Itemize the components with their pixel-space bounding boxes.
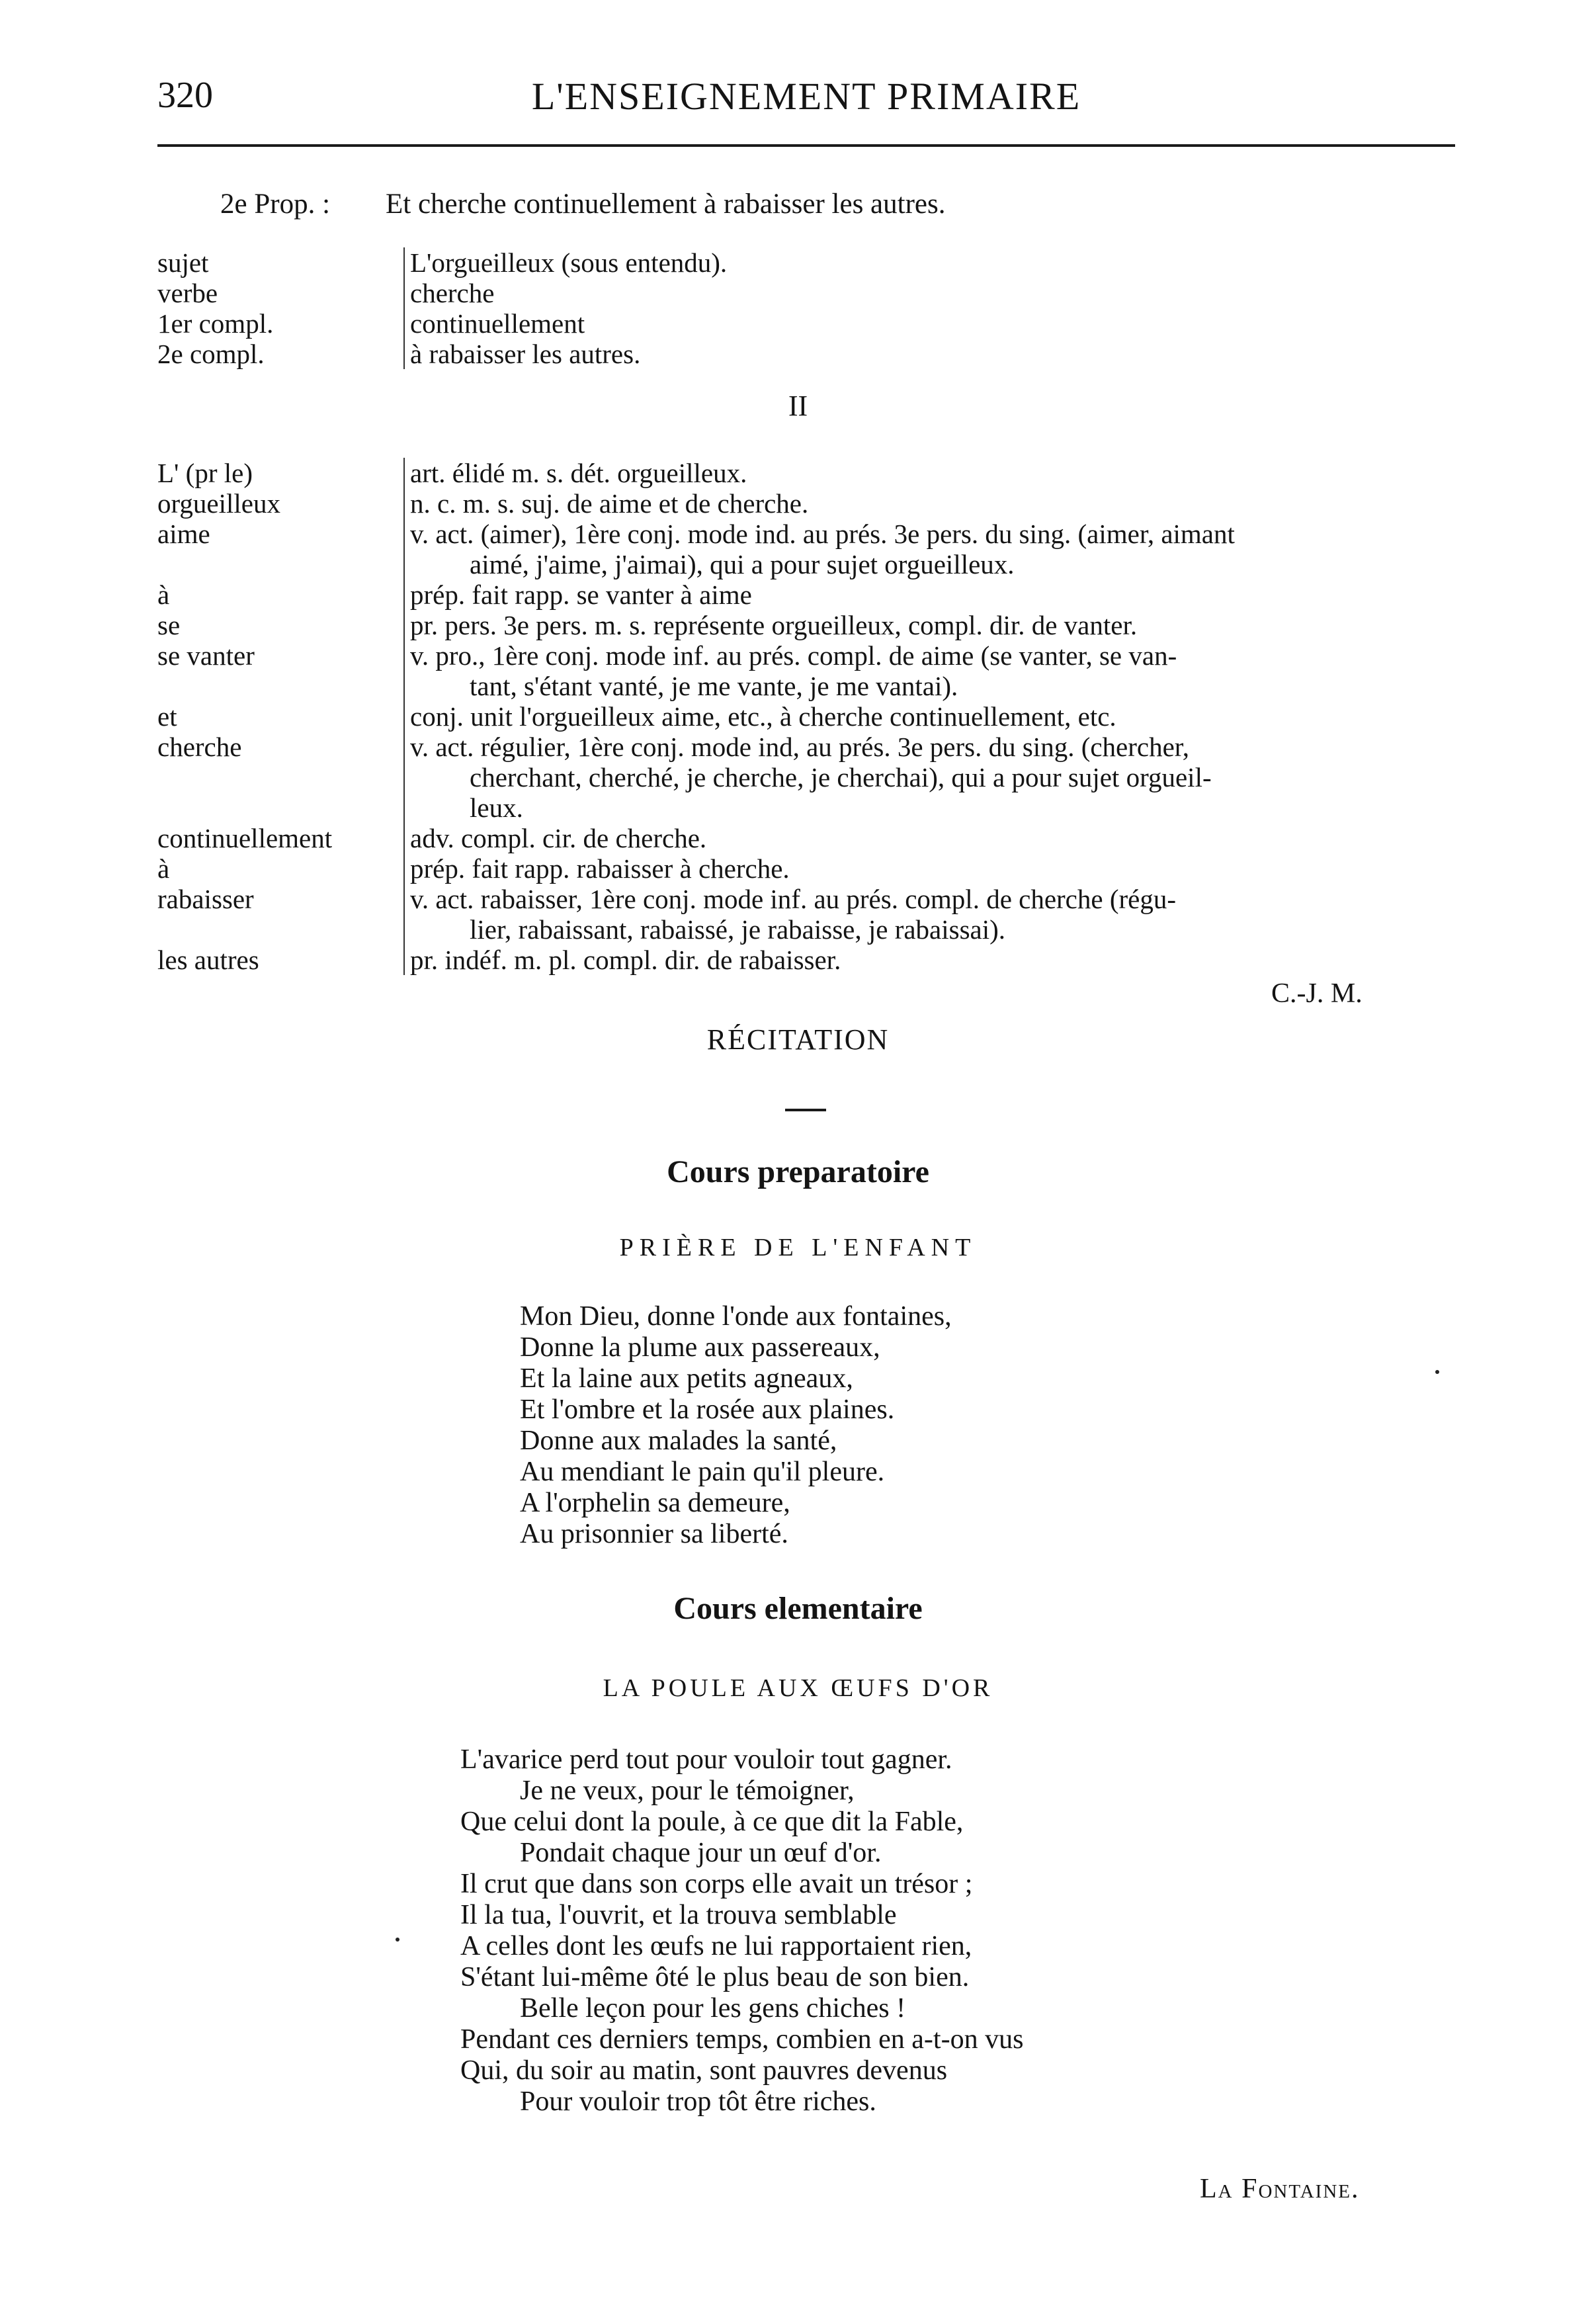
poem-line: Mon Dieu, donne l'onde aux fontaines, — [520, 1301, 952, 1332]
analysis-description — [403, 853, 1596, 884]
poem-line: Belle leçon pour les gens chiches ! — [520, 1993, 906, 2024]
analysis-row — [157, 519, 1596, 579]
analysis-line: v. act. rabaisser, 1ère conj. mode inf. au prés. compl. de cherche (régu- — [410, 884, 1176, 914]
author-initials: C.-J. M. — [1271, 978, 1363, 1009]
analysis-term: 2e compl. — [157, 339, 265, 369]
proposition-line — [220, 188, 945, 220]
author-signature: La Fontaine. — [1200, 2174, 1360, 2204]
poem-line: Pondait chaque jour un œuf d'or. — [520, 1838, 882, 1868]
course-title-preparatoire: Cours preparatoire — [667, 1154, 929, 1189]
analysis-term: à — [157, 579, 170, 610]
analysis-row — [157, 339, 1596, 369]
analysis-line: prép. fait rapp. rabaisser à cherche. — [410, 853, 790, 884]
analysis-line: cherchant, cherché, je cherche, je cherchai), qui a pour sujet orgueil- — [470, 762, 1212, 792]
analysis-line: v. pro., 1ère conj. mode inf. au prés. compl. de aime (se vanter, se van- — [410, 640, 1177, 671]
poem-line: A l'orphelin sa demeure, — [520, 1488, 790, 1518]
analysis-term: se vanter — [157, 640, 255, 671]
analysis-description — [403, 640, 1596, 701]
analysis-description — [403, 519, 1596, 579]
analysis-term: continuellement — [157, 823, 333, 853]
poem-line: L'avarice perd tout pour vouloir tout gagner. — [460, 1744, 952, 1775]
poem-line: Donne la plume aux passereaux, — [520, 1332, 880, 1363]
poem-line: Pour vouloir trop tôt être riches. — [520, 2086, 876, 2117]
poem-priere-de-l-enfant — [520, 1301, 952, 1550]
analysis-term: les autres — [157, 945, 259, 975]
analysis-term: à — [157, 853, 170, 884]
analysis-term: se — [157, 610, 181, 640]
print-speck — [396, 1938, 399, 1942]
analysis-row — [157, 732, 1596, 823]
recitation-heading: RÉCITATION — [706, 1023, 890, 1056]
analysis-line: aimé, j'aime, j'aimai), qui a pour sujet orgueilleux. — [470, 549, 1015, 579]
analysis-line: pr. indéf. m. pl. compl. dir. de rabaisser. — [410, 945, 841, 975]
analysis-line: adv. compl. cir. de cherche. — [410, 823, 707, 853]
analysis-description — [403, 884, 1596, 945]
analysis-description — [403, 701, 1596, 732]
analysis-row — [157, 853, 1596, 884]
poem-line: A celles dont les œufs ne lui rapportaient rien, — [460, 1931, 972, 1961]
logical-analysis-table — [157, 247, 1596, 369]
analysis-row — [157, 945, 1596, 975]
poem-title-priere: PRIÈRE DE L'ENFANT — [619, 1234, 977, 1261]
analysis-description — [403, 579, 1596, 610]
section-divider — [785, 1109, 826, 1111]
poem-title-la-poule: LA POULE AUX ŒUFS D'OR — [603, 1674, 993, 1702]
proposition-label: 2e Prop. : — [220, 189, 331, 220]
analysis-row — [157, 458, 1596, 488]
poem-line: Qui, du soir au matin, sont pauvres devenus — [460, 2055, 948, 2086]
analysis-description: à rabaisser les autres. — [403, 339, 1596, 369]
course-title-elementaire: Cours elementaire — [673, 1591, 923, 1626]
analysis-row — [157, 278, 1596, 308]
section-numeral: II — [788, 390, 808, 422]
header-rule — [157, 144, 1455, 147]
poem-line: Au prisonnier sa liberté. — [520, 1519, 788, 1549]
analysis-line: leux. — [470, 792, 523, 823]
poem-line: Je ne veux, pour le témoigner, — [520, 1775, 855, 1806]
analysis-term: verbe — [157, 278, 218, 308]
analysis-term: sujet — [157, 247, 209, 278]
poem-line: Donne aux malades la santé, — [520, 1426, 837, 1456]
analysis-line: conj. unit l'orgueilleux aime, etc., à cherche continuellement, etc. — [410, 701, 1116, 732]
poem-line: Pendant ces derniers temps, combien en a-t-on vus — [460, 2024, 1024, 2055]
running-head — [157, 74, 1455, 127]
poem-line: S'étant lui-même ôté le plus beau de son bien. — [460, 1962, 970, 1992]
journal-title: L'ENSEIGNEMENT PRIMAIRE — [531, 75, 1081, 118]
poem-la-poule-aux-oeufs-d-or — [460, 1744, 1023, 2117]
page-number: 320 — [157, 75, 213, 116]
poem-line: Et la laine aux petits agneaux, — [520, 1363, 853, 1394]
analysis-term: rabaisser — [157, 884, 254, 914]
analysis-term: et — [157, 701, 177, 732]
analysis-row — [157, 579, 1596, 610]
analysis-description: cherche — [403, 278, 1596, 308]
print-speck — [1435, 1370, 1439, 1374]
analysis-description — [403, 945, 1596, 975]
analysis-description — [403, 458, 1596, 488]
analysis-description — [403, 488, 1596, 519]
analysis-term: aime — [157, 519, 210, 549]
poem-line: Que celui dont la poule, à ce que dit la Fable, — [460, 1807, 964, 1837]
analysis-line: v. act. (aimer), 1ère conj. mode ind. au prés. 3e pers. du sing. (aimer, aimant — [410, 519, 1235, 549]
poem-line: Au mendiant le pain qu'il pleure. — [520, 1457, 885, 1487]
analysis-description: continuellement — [403, 308, 1596, 339]
analysis-row — [157, 247, 1596, 278]
analysis-row — [157, 610, 1596, 640]
analysis-description: L'orgueilleux (sous entendu). — [403, 247, 1596, 278]
analysis-term: L' (pr le) — [157, 458, 253, 488]
analysis-row — [157, 488, 1596, 519]
analysis-line: art. élidé m. s. dét. orgueilleux. — [410, 458, 747, 488]
analysis-row — [157, 640, 1596, 701]
poem-line: Il crut que dans son corps elle avait un trésor ; — [460, 1869, 973, 1899]
poem-line: Et l'ombre et la rosée aux plaines. — [520, 1394, 895, 1425]
analysis-row — [157, 701, 1596, 732]
grammatical-analysis-table — [157, 458, 1596, 975]
analysis-description — [403, 732, 1596, 823]
analysis-line: v. act. régulier, 1ère conj. mode ind, au prés. 3e pers. du sing. (chercher, — [410, 732, 1190, 762]
analysis-line: prép. fait rapp. se vanter à aime — [410, 579, 752, 610]
analysis-term: cherche — [157, 732, 242, 762]
analysis-line: n. c. m. s. suj. de aime et de cherche. — [410, 488, 809, 519]
analysis-line: pr. pers. 3e pers. m. s. représente orgueilleux, compl. dir. de vanter. — [410, 610, 1138, 640]
analysis-row — [157, 823, 1596, 853]
analysis-description — [403, 610, 1596, 640]
analysis-row — [157, 308, 1596, 339]
analysis-row — [157, 884, 1596, 945]
proposition-text: Et cherche continuellement à rabaisser les autres. — [386, 189, 946, 220]
analysis-line: tant, s'étant vanté, je me vante, je me vantai). — [470, 671, 958, 701]
poem-line: Il la tua, l'ouvrit, et la trouva semblable — [460, 1900, 897, 1930]
analysis-term: 1er compl. — [157, 308, 274, 339]
analysis-term: orgueilleux — [157, 488, 280, 519]
analysis-description — [403, 823, 1596, 853]
analysis-line: lier, rabaissant, rabaissé, je rabaisse, je rabaissai). — [470, 914, 1006, 945]
